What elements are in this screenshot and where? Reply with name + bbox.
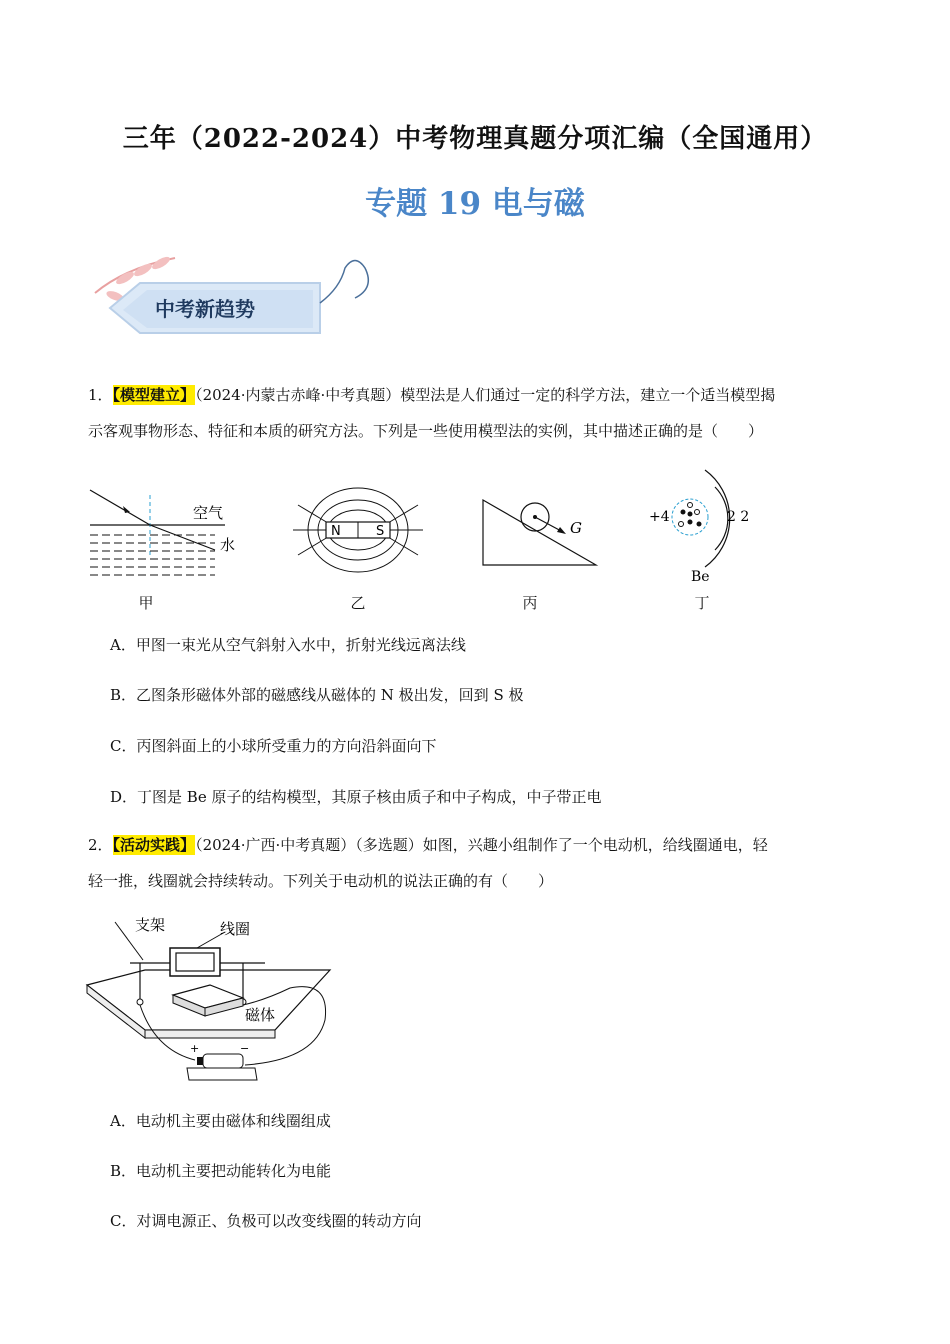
element-label: Be (691, 569, 710, 585)
air-label: 空气 (193, 504, 224, 522)
q2-option-b: B．电动机主要把动能转化为电能 (110, 1162, 332, 1180)
negative-terminal-label: − (240, 1042, 250, 1055)
figure-label-ding: 丁 (694, 594, 710, 612)
banner-label: 中考新趋势 (155, 297, 255, 321)
bracket-label: 支架 (135, 916, 166, 934)
question-text: （2024·内蒙古赤峰·中考真题）模型法是人们通过一定的科学方法，建立一个适当模型揭 (195, 386, 776, 404)
positive-terminal-label: + (190, 1042, 200, 1055)
north-pole-label: N (331, 524, 341, 539)
nucleus-charge-label: +4 (649, 509, 670, 525)
atom-model-figure (645, 462, 765, 587)
topic-subtitle: 专题 19 电与磁 (365, 186, 585, 222)
q1-option-b: B．乙图条形磁体外部的磁感线从磁体的 N 极出发，回到 S 极 (110, 686, 524, 704)
page-title: 三年（2022-2024）中考物理真题分项汇编（全国通用） (122, 124, 828, 154)
question-text: （2024·广西·中考真题）（多选题）如图，兴趣小组制作了一个电动机，给线圈通电，轻 (195, 836, 768, 854)
q1-option-a: A．甲图一束光从空气斜射入水中，折射光线远离法线 (110, 636, 466, 654)
q1-option-d: D．丁图是 Be 原子的结构模型，其原子核由质子和中子构成，中子带正电 (110, 788, 602, 806)
refraction-figure (85, 480, 245, 585)
question-tag: 【活动实践】 (112, 836, 196, 854)
south-pole-label: S (376, 524, 385, 539)
question-number: 2． (88, 836, 113, 854)
q2-option-a: A．电动机主要由磁体和线圈组成 (110, 1112, 331, 1130)
question-1-line-1 (88, 378, 868, 412)
magnet-field-figure (288, 475, 428, 585)
incline-figure (478, 495, 603, 570)
question-1-line-2: 示客观事物形态、特征和本质的研究方法。下列是一些使用模型法的实例，其中描述正确的是（ ） (88, 422, 764, 440)
figure-label-yi: 乙 (350, 594, 366, 612)
gravity-label: G (570, 519, 582, 537)
coil-label: 线圈 (220, 920, 251, 938)
magnet-label: 磁体 (245, 1006, 276, 1024)
figure-label-jia: 甲 (138, 594, 154, 612)
motor-figure (85, 910, 335, 1090)
question-2-line-1 (88, 828, 868, 862)
water-label: 水 (220, 536, 236, 554)
question-2-line-2: 轻一推，线圈就会持续转动。下列关于电动机的说法正确的有（ ） (88, 872, 554, 890)
section-banner (85, 248, 395, 348)
q2-option-c: C．对调电源正、负极可以改变线圈的转动方向 (110, 1212, 422, 1230)
figure-label-bing: 丙 (522, 594, 538, 612)
question-tag: 【模型建立】 (112, 386, 196, 404)
q1-option-c: C．丙图斜面上的小球所受重力的方向沿斜面向下 (110, 737, 437, 755)
electron-shell-label: 2 2 (727, 509, 750, 525)
question-number: 1． (88, 386, 113, 404)
